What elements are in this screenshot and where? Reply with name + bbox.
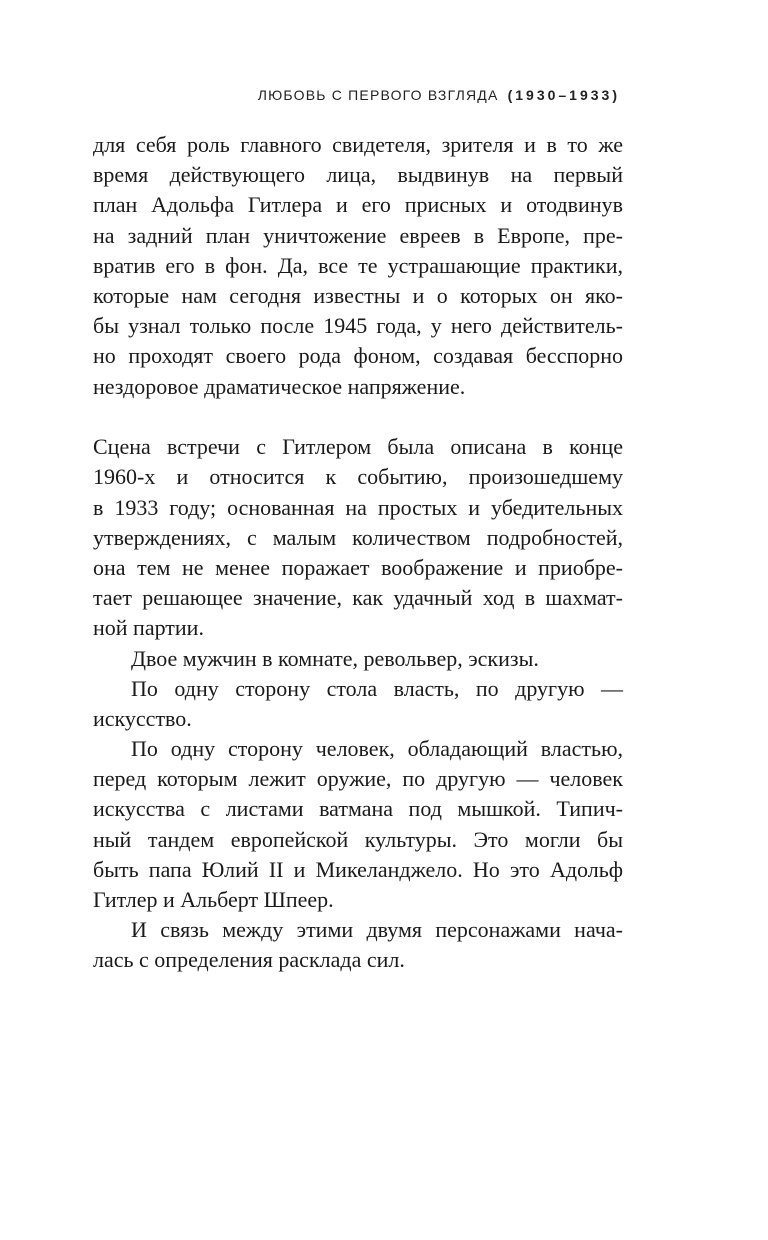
text-line: на задний план уничтожение евреев в Европе, пре- — [93, 222, 623, 248]
text-line: По одну сторону человек, обладающий властью, — [131, 736, 623, 762]
text-line: искусства с листами ватмана под мышкой. Типич- — [93, 796, 623, 822]
text-line: ный тандем европейской культуры. Это могли бы — [93, 826, 623, 852]
text-line: 1960-х и относится к событию, произошедшему — [93, 464, 623, 490]
text-line: ной партии. — [93, 615, 204, 641]
paragraph — [93, 734, 623, 915]
text-line: И связь между этими двумя персонажами нача- — [131, 917, 623, 943]
text-line: но проходят своего рода фоном, создавая бесспорно — [93, 343, 623, 369]
paragraph — [93, 915, 623, 975]
text-line: Двое мужчин в комнате, револьвер, эскизы. — [131, 645, 539, 671]
text-line: время действующего лица, выдвинув на первый — [93, 162, 623, 188]
body-text — [93, 130, 623, 976]
text-line: быть папа Юлий II и Микеланджело. Но это Адольф — [93, 856, 623, 882]
running-head-title: ЛЮБОВЬ С ПЕРВОГО ВЗГЛЯДА — [257, 87, 499, 103]
paragraph — [93, 644, 623, 674]
text-line: нездоровое драматическое напряжение. — [93, 373, 466, 399]
text-line: Сцена встречи с Гитлером была описана в конце — [93, 434, 623, 460]
text-line: бы узнал только после 1945 года, у него действитель- — [93, 313, 623, 339]
paragraph — [93, 674, 623, 734]
text-line: план Адольфа Гитлера и его присных и отодвинув — [93, 192, 623, 218]
text-line: По одну сторону стола власть, по другую — — [131, 675, 623, 701]
running-head — [258, 87, 620, 103]
text-line: в 1933 году; основанная на простых и убедительных — [93, 494, 623, 520]
text-line: лась с определения расклада сил. — [93, 947, 405, 973]
text-line: утверждениях, с малым количеством подробностей, — [93, 524, 623, 550]
text-line: тает решающее значение, как удачный ход в шахмат- — [93, 585, 623, 611]
text-line: перед которым лежит оружие, по другую — человек — [93, 766, 623, 792]
running-head-years: (1930–1933) — [507, 87, 620, 103]
text-line: для себя роль главного свидетеля, зрителя и в то же — [93, 132, 623, 157]
text-line: она тем не менее поражает воображение и приобре- — [93, 554, 623, 580]
paragraph-gap — [93, 402, 623, 433]
text-line: Гитлер и Альберт Шпеер. — [93, 887, 334, 912]
text-line: вратив его в фон. Да, все те устрашающие практики, — [93, 252, 623, 278]
paragraph — [93, 130, 623, 402]
paragraph — [93, 432, 623, 643]
text-line: искусство. — [93, 705, 192, 731]
text-line: которые нам сегодня известны и о которых он яко- — [93, 282, 623, 308]
